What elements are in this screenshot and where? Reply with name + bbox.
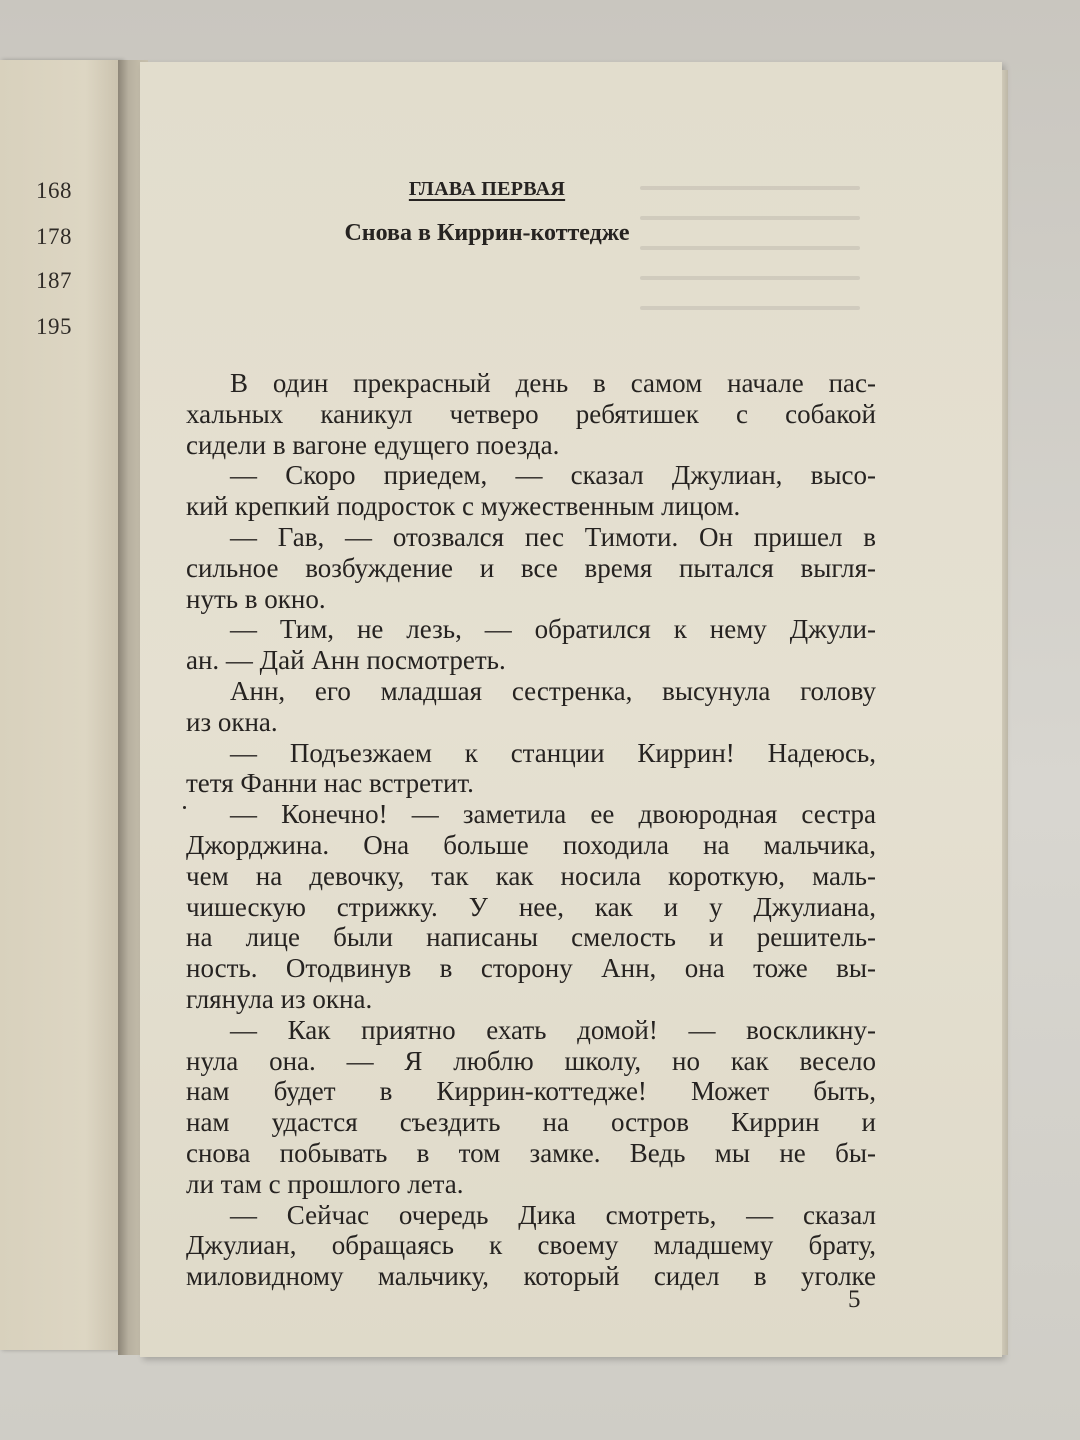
- text-line: чишескую стрижку. У нее, как и у Джулиана,: [186, 891, 876, 922]
- text-line: — Тим, не лезь, — обратился к нему Джули-: [230, 614, 876, 645]
- text-line: — Гав, — отозвался пес Тимоти. Он пришел в: [230, 521, 876, 552]
- text-line: ность. Отодвинув в сторону Анн, она тоже вы-: [186, 953, 876, 984]
- text-line: ли там с прошлого лета.: [186, 1168, 464, 1199]
- chapter-title: Снова в Киррин-коттедже: [344, 220, 630, 246]
- toc-page-number: 178: [36, 224, 72, 249]
- text-line: нуть в окно.: [186, 583, 326, 614]
- text-line: хальных каникул четверо ребятишек с собакой: [186, 398, 876, 429]
- text-line: кий крепкий подросток с мужественным лицом.: [186, 491, 741, 522]
- text-line: нам удастся съездить на остров Киррин и: [186, 1107, 876, 1138]
- text-line: снова побывать в том замке. Ведь мы не бы-: [186, 1137, 876, 1168]
- text-line: на лице были написаны смелость и решитель-: [186, 922, 876, 953]
- text-line: из окна.: [186, 706, 278, 737]
- text-line: Джулиан, обращаясь к своему младшему брату,: [186, 1230, 876, 1261]
- toc-page-number: 195: [36, 314, 72, 339]
- text-line: Джорджина. Она больше походила на мальчика,: [186, 829, 876, 860]
- text-line: чем на девочку, так как носила короткую, маль-: [186, 860, 876, 891]
- text-line: — Как приятно ехать домой! — воскликну-: [230, 1014, 876, 1045]
- text-line: тетя Фанни нас встретит.: [186, 768, 474, 799]
- text-line: миловидному мальчику, который сидел в уголке: [186, 1261, 876, 1292]
- text-line: нам будет в Киррин-коттедже! Может быть,: [186, 1076, 876, 1107]
- page-edge: [1002, 70, 1008, 1355]
- text-line: сильное возбуждение и все время пытался выгля-: [186, 552, 876, 583]
- text-line: — Подъезжаем к станции Киррин! Надеюсь,: [230, 737, 876, 768]
- text-line: — Сейчас очередь Дика смотреть, — сказал: [230, 1199, 876, 1230]
- text-line: сидели в вагоне едущего поезда.: [186, 429, 560, 460]
- left-page: [0, 60, 122, 1350]
- text-line: — Скоро приедем, — сказал Джулиан, высо-: [230, 460, 876, 491]
- toc-page-number: 168: [36, 178, 72, 203]
- text-line: — Конечно! — заметила ее двоюродная сестра: [230, 799, 876, 830]
- text-line: Анн, его младшая сестренка, высунула голову: [230, 675, 876, 706]
- text-line: В один прекрасный день в самом начале пас-: [230, 368, 876, 398]
- toc-page-number: 187: [36, 268, 72, 293]
- text-line: глянула из окна.: [186, 983, 373, 1014]
- chapter-heading: [140, 178, 834, 201]
- chapter-heading-text: ГЛАВА ПЕРВАЯ: [408, 178, 566, 200]
- text-line: нула она. — Я люблю школу, но как весело: [186, 1045, 876, 1076]
- bleed-through-text: [640, 186, 860, 336]
- page-number: 5: [848, 1286, 861, 1313]
- text-line: ан. — Дай Анн посмотреть.: [186, 645, 506, 676]
- body-text: [186, 368, 876, 1292]
